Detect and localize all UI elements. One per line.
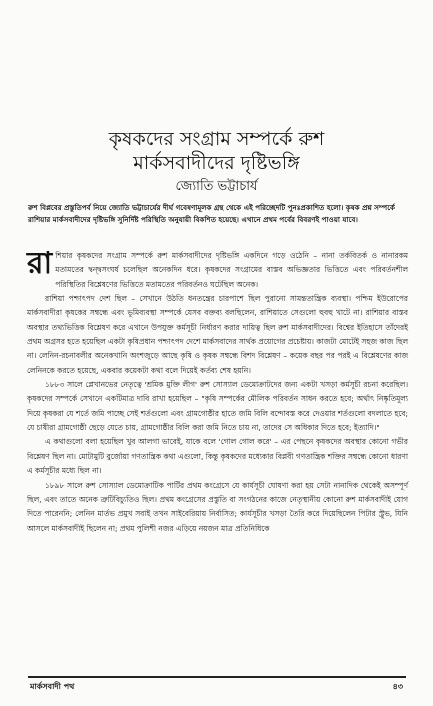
journal-name: মার্কসবাদী পথ xyxy=(30,682,75,691)
footer-rule xyxy=(28,676,406,678)
paragraph: ১৮৯৮ সালে রুশ সোস্যাল ডেমোক্রাটিক পার্টির প্রথম কংগ্রেসে যে কার্যসূচী ঘোষণা করা হয় সেটা নানাদিক থেকেই অসম্পূর্ণ ছিল, এবং তাতে অনেক ত্রুটিবিচ্যুতিও ছিল। প্রথম কংগ্রেসের প্রস্তুতি বা সংগঠনের কাজে নেতৃস্থানীয় কোনো রুশ মার্কসবাদীই যোগ দিতে পারেননি; লেনিন মার্তভ প্রমুখ সবাই তখন সাইবেরিয়ায় নির্বাসিত; কার্যসূচীর খসড়া তৈরি করে দিয়েছিলেন পিটার স্ট্রুভ, যিনি আসলে মার্কসবাদীই ছিলেন না; প্রথম পুলিশী নজর এড়িয়ে নয়জন মাত্র প্রতিনিধিকে xyxy=(27,480,408,533)
paragraph xyxy=(27,246,408,292)
paragraph: রাশিয়া পশ্চাৎপদ দেশ ছিল – সেখানে উঠতি ধনতন্ত্রের চারপাশে ছিল পুরানো সামন্ততান্ত্রিক ব্যবস্থা। পশ্চিম ইউরোপের মার্কসবাদীরা কৃষকের সম্বন্ধে এবং ভূমিব্যবস্থা সম্পর্কে যেসব বক্তব্য বলছিলেন, রাশিয়াতে সেগুলো হুবহু খাটে না। রাশিয়ার বাস্তব অবস্থার তথ্যভিত্তিক বিশ্লেষণ করে এখানে উপযুক্ত কর্মসূচী নির্ধারণ করার দায়িত্ব ছিল রুশ মার্কসবাদীদের। বিশ্বের ইতিহাসে তাঁদেরই প্রথম অগ্রসর হতে হয়েছিল একটা কৃষিপ্রধান পশ্চাৎপদ দেশে মার্কসবাদের সার্থক প্রয়োগের প্রচেষ্টায়। কাজটা মোটেই সহজ কাজ ছিল না। লেনিন-রচনাবলীর অনেকখানি অংশজুড়ে আছে কৃষি ও কৃষক সম্বন্ধে বিশদ বিশ্লেষণ – কয়েক বছর পর পরই এ বিশ্লেষণের কাজ লেনিনকে করতে হয়েছে, একবার কয়েকটা কথা বলে দিয়েই কর্তব্য শেষ হয়নি। xyxy=(27,294,408,375)
paragraph: এ কথাগুলো বলা হয়েছিল খুব আলগা ভাবেই, যাকে বলে 'গোল গোল করে' – এর পেছনে কৃষকদের অবস্থার কোনো গভীর বিশ্লেষণ ছিল না। মোটামুটি বুর্জোয়া গণতান্ত্রিক কথা এগুলো, কিন্তু কৃষকদের মধ্যেকার বিপ্লবী গণতান্ত্রিক শক্তির সম্বন্ধে কোনো ধারণা এ কর্মসূচীর মধ্যে ছিল না। xyxy=(27,437,408,476)
drop-cap: রা xyxy=(27,246,53,281)
article-title-line2: মার্কসবাদীদের দৃষ্টিভঙ্গি xyxy=(133,152,300,174)
intro-note: রুশ বিপ্লবের প্রস্তুতিপর্ব নিয়ে জ্যোতি ভট্টাচার্যের দীর্ঘ গবেষণামূলক গ্রন্থ থেকে এই পরিচ্ছেদটি পুনঃপ্রকাশিত হলো। কৃষক প্রশ্ন সম্পর্কে রাশিয়ার মার্কসবাদীদের দৃষ্টিভঙ্গি সুনির্দিষ্ট পরিস্থিতি অনুযায়ী বিকশিত হয়েছে। এখানে প্রথম পর্বের বিবরণই পাওয়া যাবে। xyxy=(28,203,396,225)
article-title-line1: কৃষকদের সংগ্রাম সম্পর্কে রুশ xyxy=(108,128,325,150)
paragraph: ১৮৮৩ সালে প্লেখানভের নেতৃত্বে 'শ্রমিক মুক্তি লীগ' রুশ সোস্যাল ডেমোক্রাটদের জন্য একটা খসড়া কর্মসূচী রচনা করেছিল। কৃষকদের সম্পর্কে সেখানে একটিমাত্র দাবি রাখা হয়েছিল – "কৃষি সম্পর্কের মৌলিক পরিবর্তন সাধন করতে হবে; অর্থাৎ নিষ্কৃতিমূল্য দিয়ে কৃষকরা যে শর্তে জমি পাচ্ছে সেই শর্তগুলো এবং গ্রামগোষ্ঠীর হাতে জমি বিলি বন্দোবস্ত করে দেওয়ার শর্তগুলো বদলাতে হবে; যে চাষীরা গ্রামগোষ্ঠী ছেড়ে যেতে চায়, গ্রামগোষ্ঠীর বিলি করা জমি নিতে চায় না, তাদের সে অধিকার দিতে হবে; ইত্যাদি।" xyxy=(27,380,408,433)
author-name: জ্যোতি ভট্টাচার্য xyxy=(175,179,258,194)
article-body xyxy=(27,246,408,536)
paragraph-text: শিয়ার কৃষকদের সংগ্রাম সম্পর্কে রুশ মার্কসবাদীদের দৃষ্টিভঙ্গি একদিনে গড়ে ওঠেনি – নানা তর্কবিতর্ক ও নানারকম মতামতের দ্বন্দ্বসংঘর্ষ চলেছিল অনেকদিন ধরে। কৃষকদের সংগ্রামের বাস্তব অভিজ্ঞতার ভিত্তিতে এবং পরিবর্তনশীল পরিস্থিতির বিশ্লেষণের ভিত্তিতে মতামতের পরিবর্তনও ঘটেছিল অনেক। xyxy=(55,251,408,289)
page-number: ৪৩ xyxy=(392,682,403,691)
